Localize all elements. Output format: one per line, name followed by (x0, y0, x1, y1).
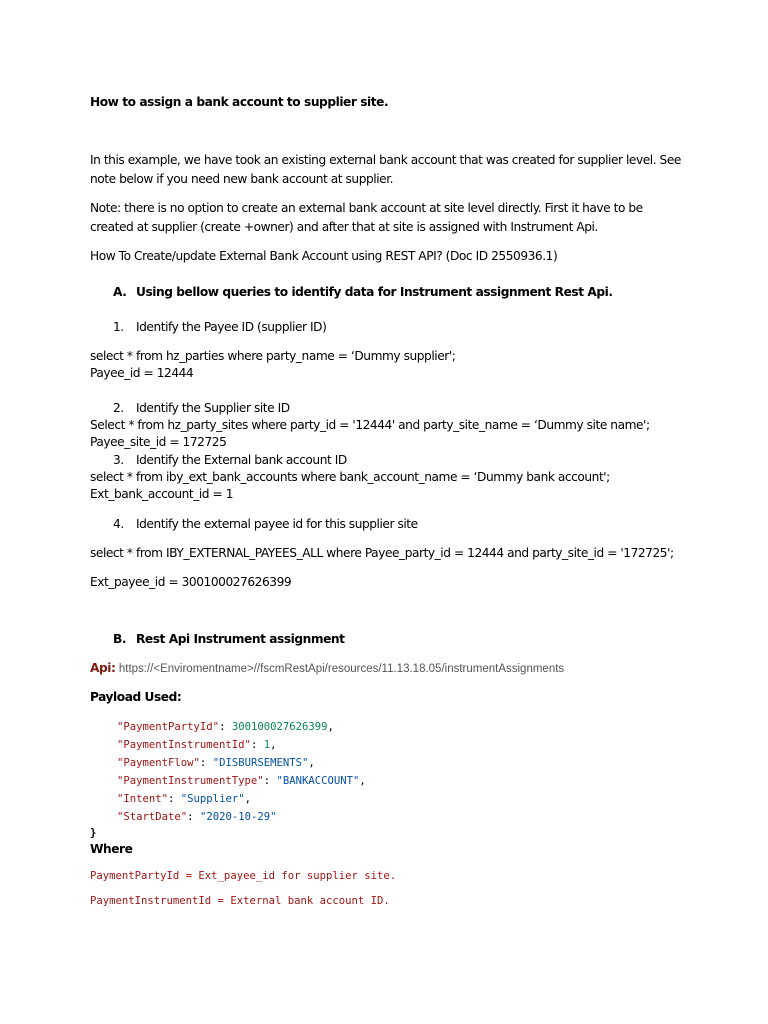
step-1-text: Identify the Payee ID (supplier ID) (136, 320, 327, 334)
section-b-heading: Rest Api Instrument assignment (136, 632, 345, 646)
payload-line-4: "PaymentInstrumentType": "BANKACCOUNT", (117, 775, 366, 787)
query-3-result: Ext_bank_account_id = 1 (90, 487, 233, 501)
step-4-number: 4. (113, 517, 124, 531)
step-4-text: Identify the external payee id for this supplier site (136, 517, 418, 531)
query-2-result: Payee_site_id = 172725 (90, 435, 227, 449)
payload-closing-brace: } (90, 827, 97, 839)
api-line (90, 660, 564, 677)
intro-line-2: note below if you need new bank account at supplier. (90, 172, 394, 186)
step-3-text: Identify the External bank account ID (136, 453, 347, 467)
query-1-result: Payee_id = 12444 (90, 366, 194, 380)
query-1: select * from hz_parties where party_name = ‘Dummy supplier'; (90, 349, 456, 363)
query-3: select * from iby_ext_bank_accounts where bank_account_name = ‘Dummy bank account'; (90, 470, 610, 484)
reference-line: How To Create/update External Bank Account using REST API? (Doc ID 2550936.1) (90, 249, 558, 263)
query-2: Select * from hz_party_sites where party_id = '12444' and party_site_name = ‘Dummy site name'; (90, 418, 650, 432)
note-line-1: Note: there is no option to create an external bank account at site level directly. First it have to be (90, 201, 643, 215)
section-a-heading: Using bellow queries to identify data for Instrument assignment Rest Api. (136, 285, 613, 299)
where-line-2: PaymentInstrumentId = External bank account ID. (90, 895, 390, 907)
where-label: Where (90, 842, 133, 856)
step-3-number: 3. (113, 453, 124, 467)
query-4-result: Ext_payee_id = 300100027626399 (90, 575, 292, 589)
payload-line-6: "StartDate": "2020-10-29" (117, 811, 277, 823)
payload-line-3: "PaymentFlow": "DISBURSEMENTS", (117, 757, 315, 769)
payload-line-1: "PaymentPartyId": 300100027626399, (117, 721, 334, 733)
payload-line-2: "PaymentInstrumentId": 1, (117, 739, 277, 751)
intro-line-1: In this example, we have took an existing external bank account that was created for supplier level. See (90, 153, 681, 167)
step-2-number: 2. (113, 401, 124, 415)
section-b-label: B. (113, 632, 127, 646)
payload-label: Payload Used: (90, 690, 182, 704)
step-2-text: Identify the Supplier site ID (136, 401, 290, 415)
query-4: select * from IBY_EXTERNAL_PAYEES_ALL where Payee_party_id = 12444 and party_site_id = '172725'; (90, 546, 674, 560)
section-a-label: A. (113, 285, 127, 299)
api-url: https://<Enviromentname>//fscmRestApi/resources/11.13.18.05/instrumentAssignments (118, 663, 565, 675)
api-label: Api: (90, 661, 116, 675)
payload-line-5: "Intent": "Supplier", (117, 793, 251, 805)
note-line-2: created at supplier (create +owner) and after that at site is assigned with Instrument Api. (90, 220, 598, 234)
where-line-1: PaymentPartyId = Ext_payee_id for supplier site. (90, 870, 397, 882)
document-title: How to assign a bank account to supplier site. (90, 95, 389, 109)
step-1-number: 1. (113, 320, 124, 334)
